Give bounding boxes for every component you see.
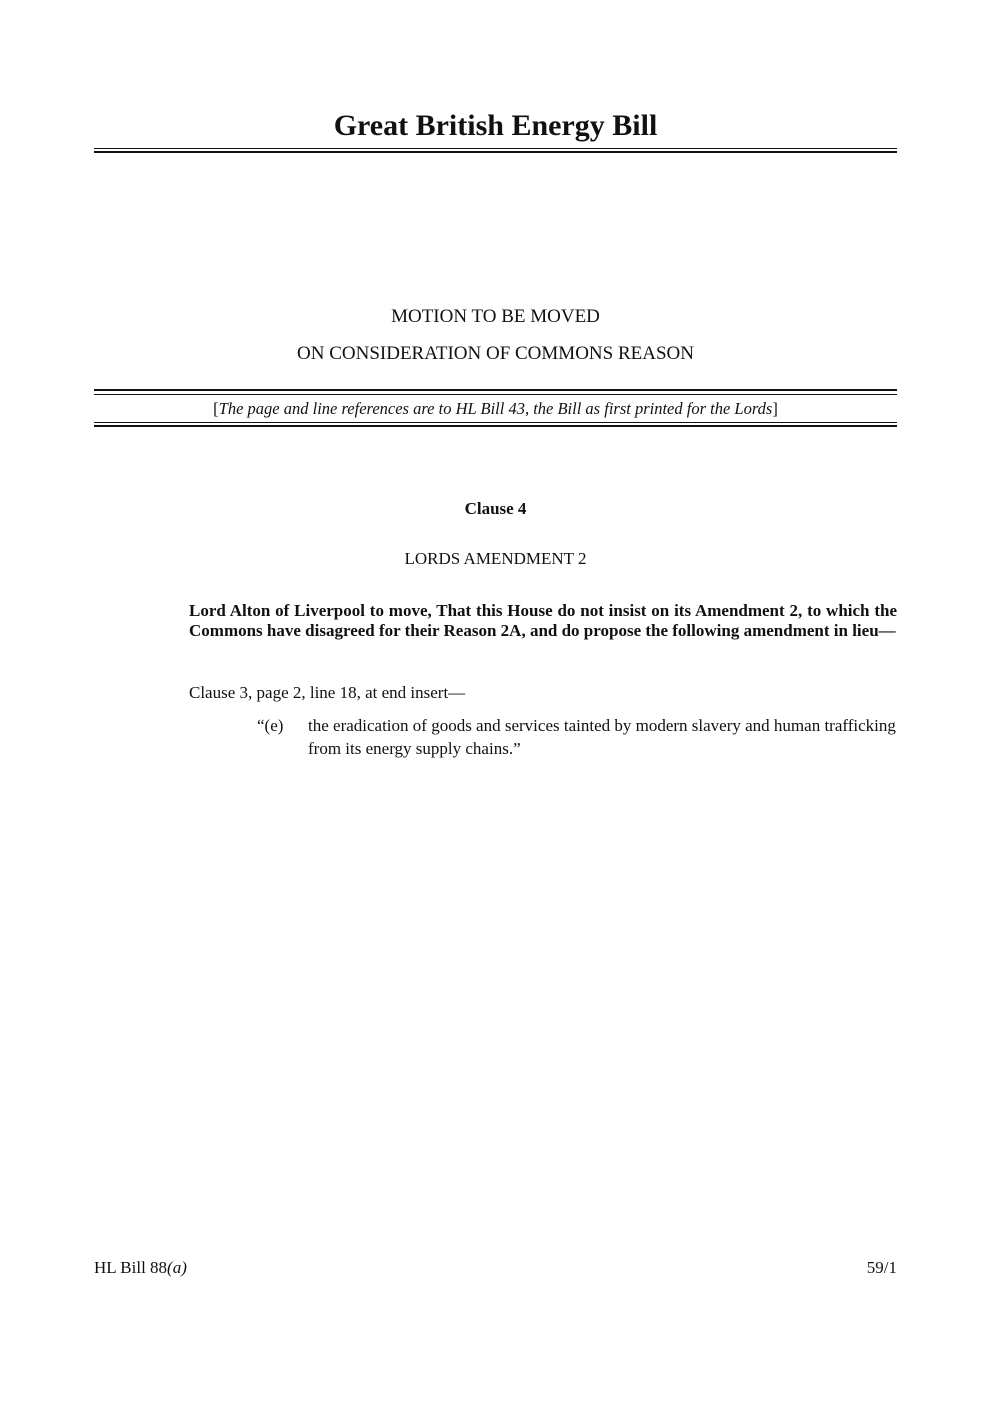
paragraph-label: “(e) bbox=[257, 716, 284, 735]
paragraph-text: the eradication of goods and services tainted by modern slavery and human trafficking from its energy supply chains.” bbox=[308, 716, 896, 758]
bill-number-main: HL Bill 88 bbox=[94, 1258, 168, 1277]
clause-title: Clause 4 bbox=[464, 499, 527, 518]
refs-rule-top-2 bbox=[94, 394, 897, 395]
motion-text: Lord Alton of Liverpool to move, That this House do not insist on its Amendment 2, to which the Commons have disagreed for their Reason 2A, and do propose the following amendment in lieu— bbox=[189, 601, 897, 640]
motion-heading-line1: MOTION TO BE MOVED bbox=[391, 306, 600, 327]
bill-number bbox=[94, 1257, 187, 1279]
title-rule-top bbox=[94, 148, 897, 149]
motion-heading-line2: ON CONSIDERATION OF COMMONS REASON bbox=[297, 343, 694, 364]
amendment-heading: LORDS AMENDMENT 2 bbox=[404, 549, 587, 568]
page-references-note bbox=[94, 398, 897, 420]
bill-number-suffix: (a) bbox=[167, 1258, 187, 1277]
refs-open-bracket: [ bbox=[213, 399, 219, 418]
refs-text: The page and line references are to HL Bill 43, the Bill as first printed for the Lords bbox=[218, 399, 773, 418]
refs-close-bracket: ] bbox=[772, 399, 778, 418]
refs-rule-top-1 bbox=[94, 389, 897, 391]
document-title: Great British Energy Bill bbox=[333, 109, 658, 142]
refs-rule-bottom-2 bbox=[94, 425, 897, 427]
title-rule-bottom bbox=[94, 151, 897, 153]
amendment-instruction: Clause 3, page 2, line 18, at end insert— bbox=[189, 683, 466, 702]
refs-rule-bottom-1 bbox=[94, 422, 897, 423]
page-reference: 59/1 bbox=[866, 1258, 897, 1277]
